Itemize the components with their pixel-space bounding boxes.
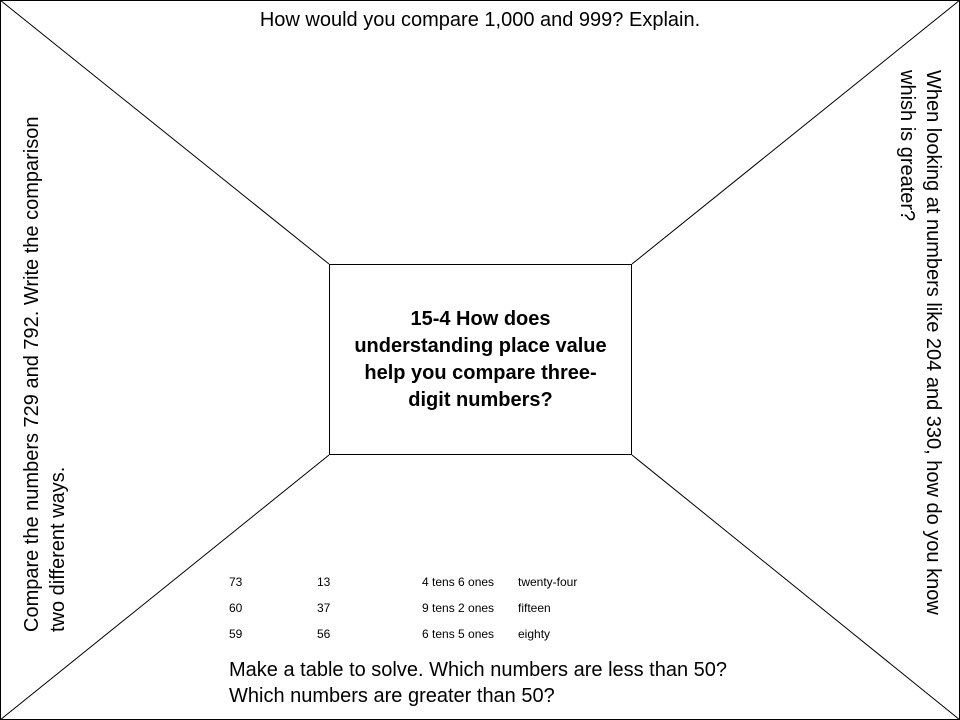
numbers-table xyxy=(229,569,608,647)
table-cell: 9 tens 2 ones xyxy=(422,601,495,615)
bottom-question: Make a table to solve. Which numbers are less than 50? Which numbers are greater than 50? xyxy=(229,659,728,707)
table-cell: 4 tens 6 ones xyxy=(422,575,495,589)
table-cell: 59 xyxy=(229,627,243,641)
table-row xyxy=(229,569,608,595)
top-question: How would you compare 1,000 and 999? Explain. xyxy=(259,9,701,31)
center-question: 15-4 How does understanding place value help you compare three-digit numbers? xyxy=(354,307,607,411)
table-cell: 56 xyxy=(317,627,331,641)
table-cell: fifteen xyxy=(518,601,551,615)
table-cell: 13 xyxy=(317,575,331,589)
center-box xyxy=(329,264,632,455)
table-row xyxy=(229,621,608,647)
table-cell: 73 xyxy=(229,575,243,589)
table-row xyxy=(229,595,608,621)
table-cell: eighty xyxy=(518,627,551,641)
table-cell: 60 xyxy=(229,601,243,615)
right-question: When looking at numbers like 204 and 330, how do you know whish is greater? xyxy=(896,70,944,615)
table-cell: 6 tens 5 ones xyxy=(422,627,495,641)
table-cell: 37 xyxy=(317,601,331,615)
left-question: Compare the numbers 729 and 792. Write the comparison two different ways. xyxy=(21,116,69,632)
table-cell: twenty-four xyxy=(518,575,578,589)
